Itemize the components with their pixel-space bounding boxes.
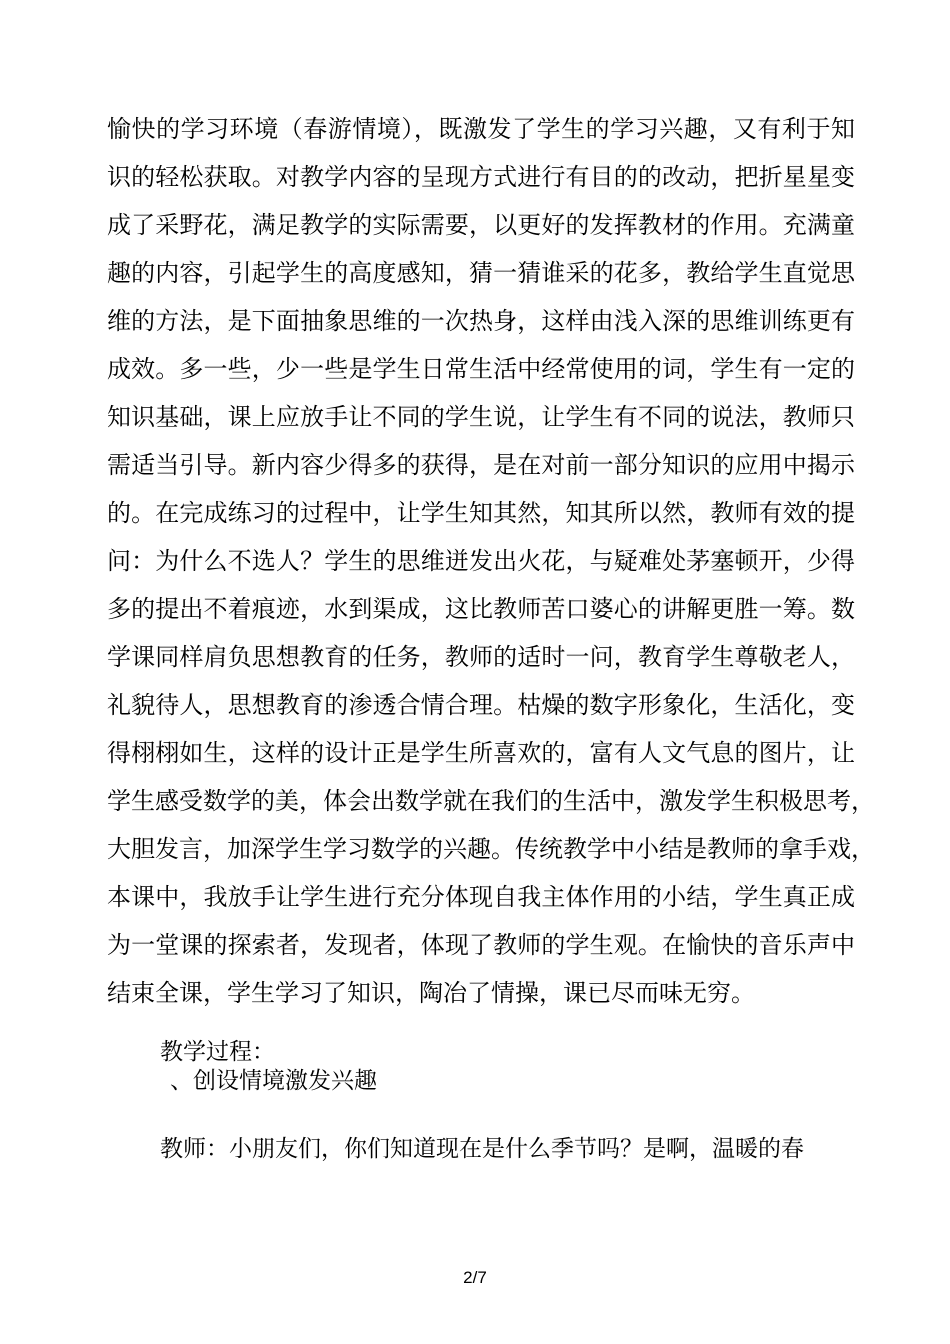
paragraph-line: 多的提出不着痕迹，水到渠成，这比教师苦口婆心的讲解更胜一筹。数: [107, 595, 855, 623]
paragraph-line: 的。在完成练习的过程中，让学生知其然，知其所以然，教师有效的提: [107, 499, 855, 527]
paragraph-line: 礼貌待人，思想教育的渗透合情合理。枯燥的数字形象化，生活化，变: [107, 691, 855, 719]
process-heading: 教学过程：: [160, 1039, 275, 1065]
paragraph-line: 学课同样肩负思想教育的任务，教师的适时一问，教育学生尊敬老人，: [107, 643, 855, 671]
paragraph-line: 知识基础，课上应放手让不同的学生说，让学生有不同的说法，教师只: [107, 403, 855, 431]
paragraph-line: 得栩栩如生，这样的设计正是学生所喜欢的，富有人文气息的图片，让: [107, 739, 855, 767]
paragraph-line: 需适当引导。新内容少得多的获得，是在对前一部分知识的应用中揭示: [107, 451, 855, 479]
paragraph-line: 愉快的学习环境（春游情境），既激发了学生的学习兴趣，又有利于知: [107, 115, 855, 143]
paragraph-line: 成效。多一些，少一些是学生日常生活中经常使用的词，学生有一定的: [107, 355, 855, 383]
paragraph-line: 识的轻松获取。对教学内容的呈现方式进行有目的的改动，把折星星变: [107, 163, 855, 191]
paragraph-line: 结束全课，学生学习了知识，陶冶了情操，课已尽而味无穷。: [107, 979, 755, 1007]
paragraph-line: 维的方法，是下面抽象思维的一次热身，这样由浅入深的思维训练更有: [107, 307, 855, 335]
paragraph-line: 成了采野花，满足教学的实际需要，以更好的发挥教材的作用。充满童: [107, 211, 855, 239]
paragraph-line: 大胆发言，加深学生学习数学的兴趣。传统教学中小结是教师的拿手戏，: [107, 835, 875, 863]
paragraph-line: 本课中，我放手让学生进行充分体现自我主体作用的小结，学生真正成: [107, 883, 855, 911]
paragraph-line: 趣的内容，引起学生的高度感知，猜一猜谁采的花多，教给学生直觉思: [107, 259, 855, 287]
teacher-line: 教师：小朋友们，你们知道现在是什么季节吗？是啊，温暖的春: [160, 1136, 804, 1162]
paragraph-line: 问：为什么不选人？学生的思维迸发出火花，与疑难处茅塞顿开，少得: [107, 547, 855, 575]
paragraph-line: 为一堂课的探索者，发现者，体现了教师的学生观。在愉快的音乐声中: [107, 931, 855, 959]
paragraph-line: 学生感受数学的美，体会出数学就在我们的生活中，激发学生积极思考，: [107, 787, 875, 815]
step-heading: 、创设情境激发兴趣: [170, 1068, 377, 1094]
page-number: 2/7: [463, 1268, 487, 1287]
